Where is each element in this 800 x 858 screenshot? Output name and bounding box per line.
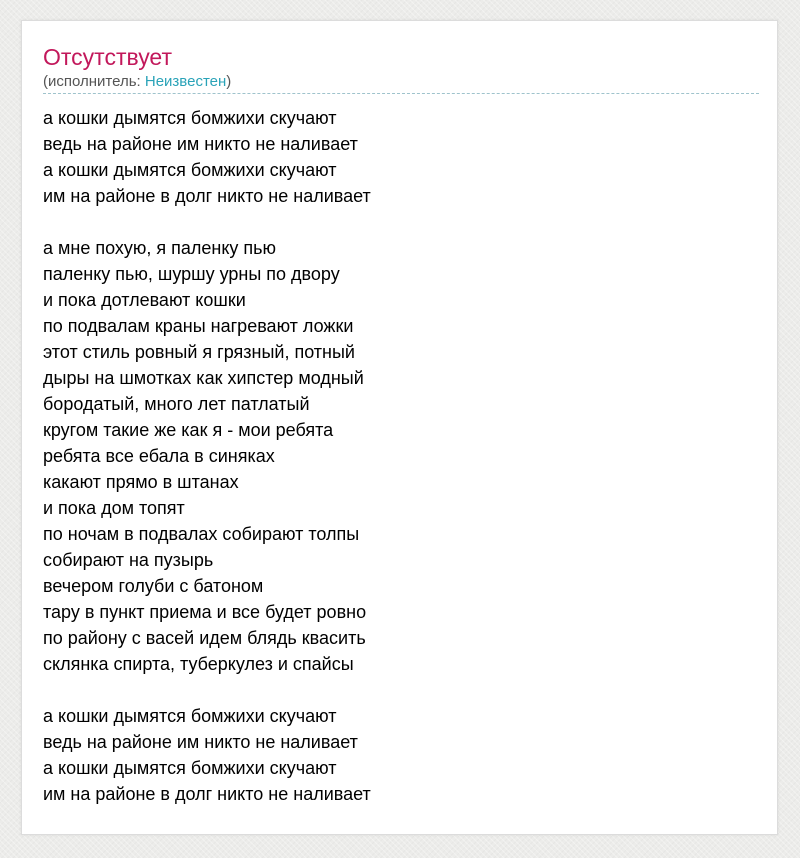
artist-link[interactable]: Неизвестен bbox=[144, 73, 227, 90]
lyric-line: и пока дотлевают кошки bbox=[43, 290, 246, 310]
lyric-line: и пока дом топят bbox=[43, 498, 185, 518]
lyric-line: а кошки дымятся бомжихи скучают bbox=[43, 758, 337, 778]
lyric-line: собирают на пузырь bbox=[43, 550, 214, 570]
lyrics-body bbox=[43, 105, 759, 807]
lyric-line: им на районе в долг никто не наливает bbox=[43, 784, 371, 804]
lyric-line: им на районе в долг никто не наливает bbox=[43, 186, 371, 206]
stanza-break bbox=[43, 209, 759, 235]
artist-line bbox=[43, 73, 231, 91]
lyric-line: бородатый, много лет патлатый bbox=[43, 394, 310, 414]
title-divider bbox=[43, 93, 759, 94]
lyric-line: какают прямо в штанах bbox=[43, 472, 239, 492]
lyric-line: этот стиль ровный я грязный, потный bbox=[43, 342, 355, 362]
lyric-line: ребята все ебала в синяках bbox=[43, 446, 275, 466]
stanza-break bbox=[43, 677, 759, 703]
lyric-line: а кошки дымятся бомжихи скучают bbox=[43, 160, 337, 180]
lyrics-card bbox=[21, 20, 778, 835]
lyric-line: склянка спирта, туберкулез и спайсы bbox=[43, 654, 354, 674]
artist-suffix: ) bbox=[226, 73, 232, 90]
lyric-line: по подвалам краны нагревают ложки bbox=[43, 316, 354, 336]
lyric-line: а кошки дымятся бомжихи скучают bbox=[43, 108, 337, 128]
lyric-line: ведь на районе им никто не наливает bbox=[43, 134, 358, 154]
lyric-line: а мне похую, я паленку пью bbox=[43, 238, 277, 258]
lyric-line: кругом такие же как я - мои ребята bbox=[43, 420, 334, 440]
lyric-line: дыры на шмотках как хипстер модный bbox=[43, 368, 364, 388]
lyric-line: тару в пункт приема и все будет ровно bbox=[43, 602, 367, 622]
song-title: Отсутствует bbox=[43, 44, 172, 70]
lyric-line: по району с васей идем блядь квасить bbox=[43, 628, 366, 648]
lyric-line: вечером голуби с батоном bbox=[43, 576, 264, 596]
lyric-line: паленку пью, шуршу урны по двору bbox=[43, 264, 340, 284]
lyric-line: а кошки дымятся бомжихи скучают bbox=[43, 706, 337, 726]
lyric-line: ведь на районе им никто не наливает bbox=[43, 732, 358, 752]
artist-prefix: (исполнитель: bbox=[43, 73, 145, 90]
lyric-line: по ночам в подвалах собирают толпы bbox=[43, 524, 360, 544]
